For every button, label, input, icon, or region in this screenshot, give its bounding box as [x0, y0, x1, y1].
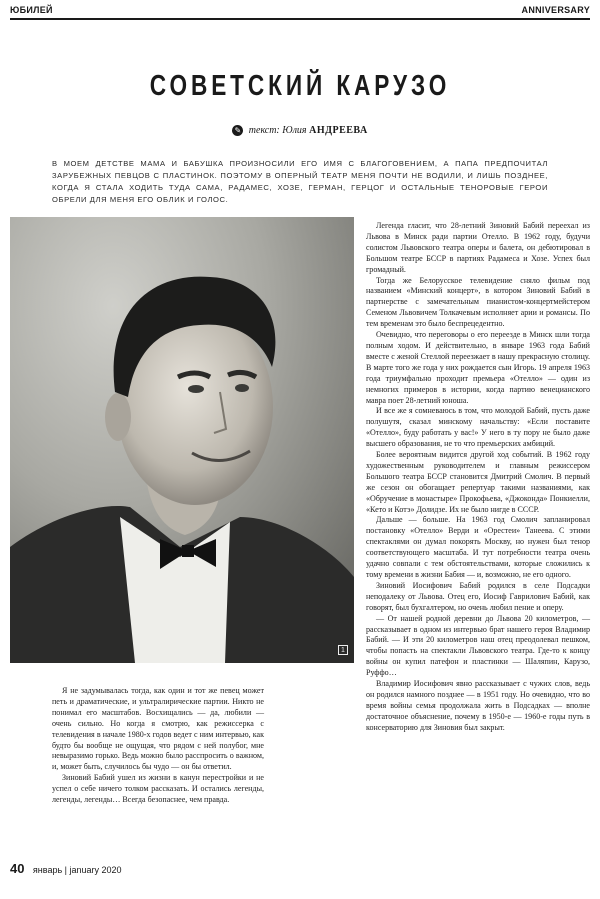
paragraph: Очевидно, что переговоры о его переезде в Минск шли тогда полным ходом. И действительно, в январе 1963 года Бабий вместе с женой Стеллой переезжает в нашу прекрасную столицу. В марте того же года у них рождается сын Игорь. 19 апреля 1963 года триумфально проходит премьера «Отелло» — один из немногих примеров в истории, когда партию венецианского мавра поет 28-летний юноша. — [366, 330, 590, 405]
paragraph: Легенда гласит, что 28-летний Зиновий Бабий переехал из Львова в Минск ради партии Отелло. В 1962 году, будучи солистом Львовского театра оперы и балета, он дебютировал в Большом театре БССР в партиях Радамеса и Хозе. Успех был громадный. — [366, 221, 590, 274]
paragraph: Тогда же Белорусское телевидение сняло фильм под названием «Минский концерт», в котором Зиновий Бабий в партнерстве с замечательным пианистом-концертмейстером Семеном Львовичем Толкачевым исполняет арии и романсы. По тем временам это было беспрецедентно. — [366, 275, 590, 329]
left-column — [52, 686, 264, 806]
right-column — [366, 221, 590, 734]
paragraph: Я не задумывалась тогда, как один и тот же певец может петь и драматические, и ультралирические партии. Никто не понимал его масштабов. Восхищались — да, любили — очень сильно. Но когда я смотрю, как режиссерка с телевидения в начале 1980-х годов ведет с ним интервью, как будто бы вообще не ощущая, что рядом с ней полубог, мне невыразимо горько. Ведь можно было расспросить о важном, и, может быть, случилось бы чудо — он бы ответил. — [52, 686, 264, 772]
page-footer — [10, 860, 122, 878]
byline — [0, 125, 600, 136]
portrait-illustration — [10, 217, 354, 663]
paragraph: Зиновий Иосифович Бабий родился в селе Подсадки неподалеку от Львова. Отец его, Иосиф Гаврилович Бабий, как говорят, был бухгалтером, но очень любил пение и оперу. — [366, 580, 590, 612]
header-rule — [10, 18, 590, 20]
page-number: 40 — [10, 861, 25, 876]
section-label-english: ANNIVERSARY — [521, 5, 590, 15]
paragraph: — От нашей родной деревни до Львова 20 километров, — рассказывает в одном из интервью брат нашего героя Владимир Бабий. — И эти 20 километров наш отец преодолевал пешком, чтобы попасть на спектакли Львовского театра. Где-то к концу войны он купил патефон и пластинки — Шаляпин, Карузо, Руффо… — [366, 613, 590, 678]
section-label: ЮБИЛЕЙ — [10, 5, 53, 15]
paragraph: Зиновий Бабий ушел из жизни в канун перестройки и не успел о себе ничего толком рассказать. И остались легенды, легенды, легенды… Всегда безопаснее, чем правда. — [52, 773, 264, 805]
byline-label: текст: — [248, 125, 280, 136]
paragraph: Владимир Иосифович явно рассказывает с чужих слов, ведь он родился намного позднее — в 1951 году. Но очевидно, что во время войны семья продолжала жить в Подсадках — вполне достаточное объяснение, почему в 1950-е — 1960-е годы путь в консерваторию для Зиновия был закрыт. — [366, 679, 590, 732]
author-first-name: Юлия — [282, 125, 307, 136]
paragraph: Более вероятным видится другой ход событий. В 1962 году художественным руководителем и главным режиссером Большого театра БССР становится Дмитрий Смолич. В первый же сезон он обогащает репертуар такими названиями, как «Обручение в монастыре» Прокофьева, «Джоконда» Понкиелли, «Кето и Котэ» Долидзе. Их не было нигде в СССР. — [366, 450, 590, 514]
article-title: СОВЕТСКИЙ КАРУЗО — [149, 70, 451, 102]
pen-icon: ✎ — [232, 125, 243, 136]
lead-paragraph: В МОЕМ ДЕТСТВЕ МАМА И БАБУШКА ПРОИЗНОСИЛИ ЕГО ИМЯ С БЛАГОГОВЕНИЕМ, А ПАПА ПРЕДПОЧИТАЛ ЗАРУБЕЖНЫХ ПЕВЦОВ С ПЛАСТИНОК. ПОЭТОМУ В ОПЕРНЫЙ ТЕАТР МЕНЯ ПОЧТИ НЕ ВОДИЛИ, И ЛИШЬ ПОЗДНЕЕ, КОГДА Я СТАЛА ХОДИТЬ ТУДА САМА, РАДАМЕС, ХОЗЕ, ГЕРМАН, ГЕРЦОГ И ОСТАЛЬНЫЕ ТЕНОРОВЫЕ ГЕРОИ ОБРЕЛИ ДЛЯ МЕНЯ ЕГО ОБЛИК И ГОЛОС. — [52, 159, 548, 204]
issue-date: январь | january 2020 — [32, 865, 122, 875]
portrait-photo — [10, 217, 354, 663]
paragraph: Дальше — больше. На 1963 год Смолич запланировал постановку «Отелло» Верди и «Орестеи» Танеева. С этими спектаклями он думал покорять Москву, но нужен был тенор соответствующего масштаба. И тут потребности театра очень удачно совпали с тем обстоятельствами, которые сложились к тому времени в жизни Бабия — и, возможно, не его одного. — [366, 515, 590, 579]
running-header — [10, 5, 590, 19]
author-last-name: АНДРЕЕВА — [309, 125, 368, 136]
photo-number-badge: 1 — [338, 645, 348, 655]
paragraph: И все же я сомневаюсь в том, что молодой Бабий, пусть даже полушутя, сказал минскому начальству: «Если поставите «Отелло», буду работать у вас!» У него в ту пору не было даже высшего образования, не то что премьерских амбиций. — [366, 406, 590, 449]
